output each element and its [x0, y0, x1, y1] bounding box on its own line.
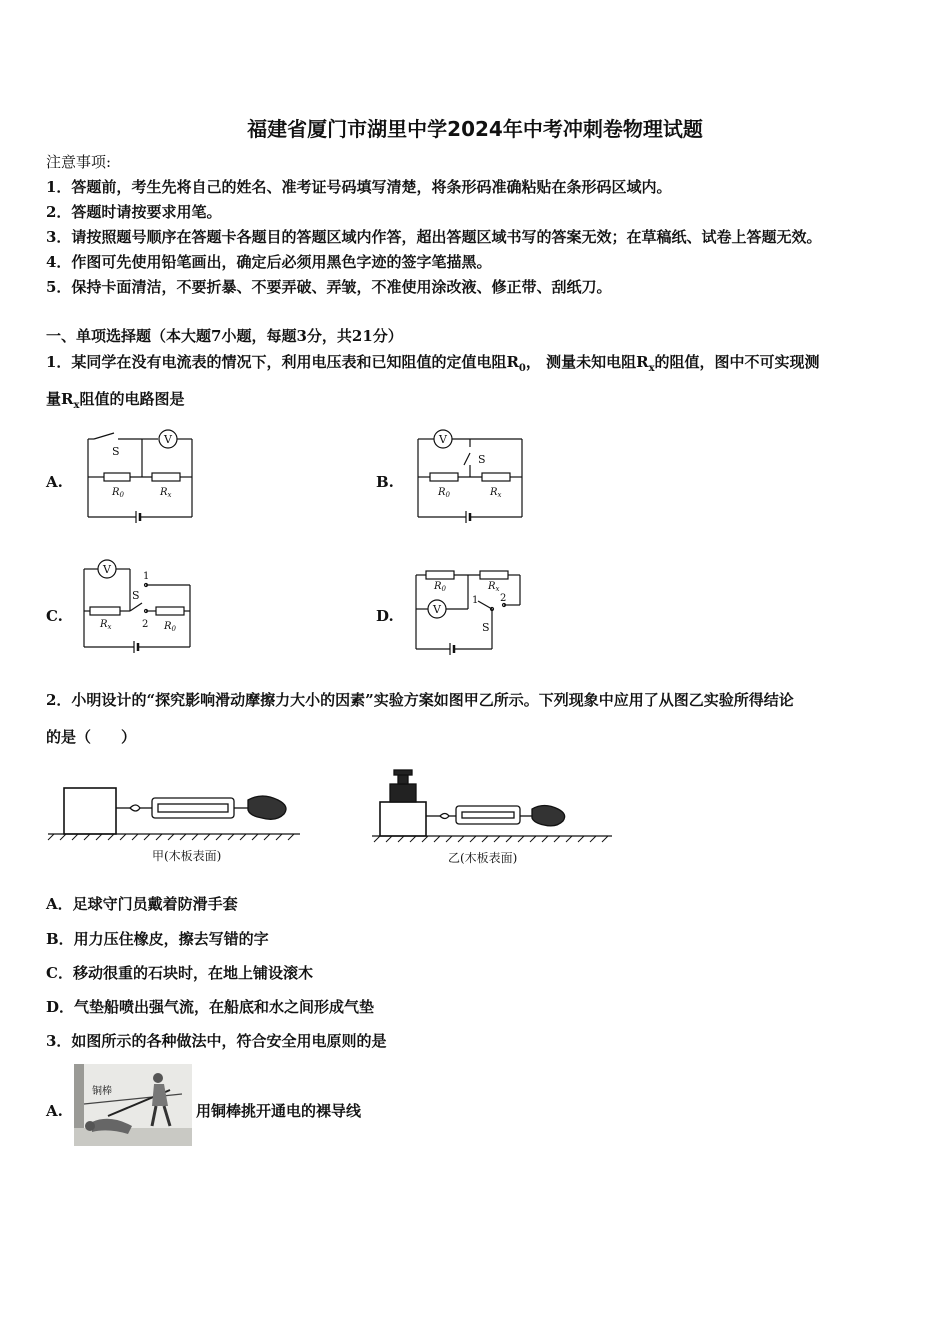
circuit-diagram-c	[76, 555, 200, 667]
notice-item-2: 2．答题时请按要求用笔。	[46, 203, 222, 221]
q1-stem-line1: 1．某同学在没有电流表的情况下，利用电压表和已知阻值的定值电阻$R_0$， 测量未知电阻$R_x$的阻值，图中不可实现测	[46, 353, 820, 374]
switch-label: S	[132, 589, 140, 602]
q2-option-a[interactable]: A．足球守门员戴着防滑手套	[46, 895, 238, 913]
q3-option-a-illustration	[74, 1064, 192, 1146]
q2-option-d[interactable]: D．气垫船喷出强气流，在船底和水之间形成气垫	[46, 998, 375, 1016]
q2-stem-line1: 2．小明设计的“探究影响滑动摩擦力大小的因素”实验方案如图甲乙所示。下列现象中应用了从图乙实验所得结论	[46, 691, 794, 709]
position-2-label: 2	[500, 593, 507, 604]
notice-item-4: 4．作图可先使用铅笔画出，确定后必须用黑色字迹的签字笔描黑。	[46, 253, 492, 271]
copper-rod-label: 铜棒	[92, 1086, 112, 1097]
notice-item-5: 5．保持卡面清洁，不要折暴、不要弄破、弄皱，不准使用涂改液、修正带、刮纸刀。	[46, 278, 612, 296]
notice-heading: 注意事项:	[46, 153, 112, 171]
rx-label: $R_x$	[100, 619, 112, 631]
switch-label: S	[478, 453, 486, 466]
fig-left-caption: 甲(木板表面)	[152, 849, 222, 863]
position-1-label: 1	[143, 571, 150, 582]
r0-label: $R_0$	[434, 581, 446, 593]
rx-label: $R_x$	[490, 487, 502, 499]
friction-figure-left	[44, 770, 304, 870]
position-1-label: 1	[472, 595, 479, 606]
q3-option-a-text[interactable]: 用铜棒挑开通电的裸导线	[196, 1102, 362, 1120]
fig-right-caption: 乙(木板表面)	[448, 851, 518, 865]
voltmeter-label: V	[439, 433, 447, 446]
exam-title: 福建省厦门市湖里中学2024年中考冲刺卷物理试题	[247, 117, 703, 141]
rx-label: $R_x$	[160, 487, 172, 499]
r0-label: $R_0$	[438, 487, 450, 499]
notice-item-3: 3．请按照题号顺序在答题卡各题目的答题区域内作答，超出答题区域书写的答案无效；在草稿纸、试卷上答题无效。	[46, 228, 822, 246]
rx-label: $R_x$	[488, 581, 500, 593]
r0-label: $R_0$	[112, 487, 124, 499]
voltmeter-label: V	[103, 563, 111, 576]
friction-figure-right	[368, 762, 628, 870]
circuit-diagram-b	[410, 425, 530, 525]
q1-stem-line2: 量$R_x$阻值的电路图是	[46, 390, 185, 411]
q1-option-d-label[interactable]: D.	[376, 607, 394, 625]
switch-label: S	[112, 445, 120, 458]
q1-option-a-label[interactable]: A.	[46, 473, 63, 491]
q1-option-b-label[interactable]: B.	[376, 473, 394, 491]
r0-label: $R_0$	[164, 621, 176, 633]
q2-stem-line2: 的是（ ）	[46, 728, 137, 746]
q2-option-c[interactable]: C．移动很重的石块时，在地上铺设滚木	[46, 964, 313, 982]
voltmeter-label: V	[433, 603, 441, 616]
section-heading: 一、单项选择题（本大题7小题，每题3分，共21分）	[46, 327, 403, 345]
circuit-diagram-d	[408, 565, 532, 665]
q2-option-b[interactable]: B．用力压住橡皮，擦去写错的字	[46, 930, 269, 948]
voltmeter-label: V	[164, 433, 172, 446]
circuit-diagram-a	[80, 425, 200, 525]
q3-option-a-label[interactable]: A.	[46, 1102, 63, 1120]
q3-stem: 3．如图所示的各种做法中，符合安全用电原则的是	[46, 1032, 387, 1050]
notice-item-1: 1．答题前，考生先将自己的姓名、准考证号码填写清楚，将条形码准确粘贴在条形码区域内。	[46, 178, 672, 196]
position-2-label: 2	[142, 619, 149, 630]
switch-label: S	[482, 621, 490, 634]
q1-option-c-label[interactable]: C.	[46, 607, 63, 625]
